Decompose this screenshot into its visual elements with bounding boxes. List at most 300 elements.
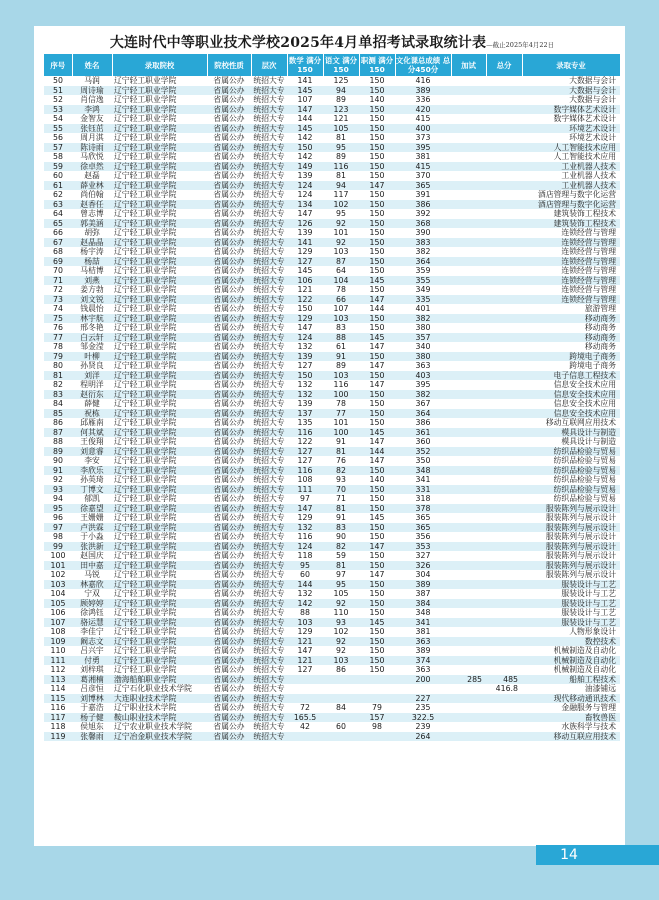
cell-prof: 150 [359,152,395,162]
cell-chinese: 82 [323,542,359,552]
cell-math: 142 [287,133,323,143]
cell-bonus [451,694,486,704]
cell-total: 348 [395,466,451,476]
cell-bonus [451,124,486,134]
cell-level: 统招大专 [251,105,287,115]
cell-nature: 省属公办 [207,580,251,590]
cell-name: 徐鸿钰 [72,608,112,618]
cell-school: 辽宁轻工职业学院 [112,95,207,105]
cell-bonus [451,532,486,542]
cell-total: 364 [395,409,451,419]
cell-math: 116 [287,428,323,438]
cell-math: 132 [287,380,323,390]
cell-chinese: 78 [323,285,359,295]
cell-total: 363 [395,361,451,371]
cell-total: 370 [395,171,451,181]
cell-seq: 62 [44,190,72,200]
cell-chinese: 105 [323,589,359,599]
cell-nature: 省属公办 [207,599,251,609]
cell-name: 刘燕 [72,276,112,286]
header-school: 录取院校 [112,54,207,76]
table-row [44,437,620,447]
cell-prof: 150 [359,504,395,514]
cell-math: 141 [287,238,323,248]
cell-total: 318 [395,494,451,504]
cell-chinese: 81 [323,447,359,457]
cell-total: 416 [395,76,451,86]
cell-math: 122 [287,437,323,447]
cell-chinese: 117 [323,190,359,200]
cell-major: 环境艺术设计 [522,133,620,143]
cell-sum [486,143,522,153]
cell-math: 141 [287,76,323,86]
cell-prof: 150 [359,76,395,86]
cell-bonus [451,399,486,409]
cell-sum [486,418,522,428]
cell-math: 165.5 [287,713,323,723]
cell-math: 121 [287,285,323,295]
cell-prof [359,675,395,685]
table-row [44,76,620,86]
cell-prof: 150 [359,399,395,409]
cell-bonus [451,428,486,438]
cell-math: 142 [287,152,323,162]
cell-sum [486,494,522,504]
cell-seq: 117 [44,713,72,723]
cell-level: 统招大专 [251,162,287,172]
cell-math: 124 [287,190,323,200]
cell-chinese: 81 [323,133,359,143]
cell-nature: 省属公办 [207,466,251,476]
cell-name: 吕彦恒 [72,684,112,694]
cell-prof: 150 [359,114,395,124]
table-row [44,247,620,257]
cell-name: 杨子健 [72,713,112,723]
cell-seq: 114 [44,684,72,694]
cell-nature: 省属公办 [207,209,251,219]
table-row [44,570,620,580]
table-row [44,152,620,162]
cell-major: 纺织品检验与贸易 [522,466,620,476]
cell-sum [486,618,522,628]
cell-school: 辽宁轻工职业学院 [112,352,207,362]
cell-nature: 省属公办 [207,418,251,428]
cell-level: 统招大专 [251,266,287,276]
cell-name: 于小淼 [72,532,112,542]
cell-math: 88 [287,608,323,618]
cell-prof [359,732,395,742]
cell-level: 统招大专 [251,285,287,295]
cell-major: 工业机器人技术 [522,171,620,181]
cell-bonus [451,589,486,599]
table-row [44,504,620,514]
cell-nature: 省属公办 [207,257,251,267]
cell-sum [486,342,522,352]
cell-bonus [451,646,486,656]
cell-sum [486,200,522,210]
table-row [44,124,620,134]
cell-school: 辽宁轻工职业学院 [112,380,207,390]
cell-seq: 111 [44,656,72,666]
cell-chinese: 101 [323,228,359,238]
cell-nature: 省属公办 [207,646,251,656]
cell-prof: 150 [359,228,395,238]
cell-prof: 150 [359,656,395,666]
cell-name: 姜方勃 [72,285,112,295]
cell-school: 辽宁轻工职业学院 [112,228,207,238]
cell-level: 统招大专 [251,371,287,381]
cell-nature: 省属公办 [207,694,251,704]
cell-seq: 60 [44,171,72,181]
cell-total: 356 [395,532,451,542]
cell-total: 327 [395,551,451,561]
cell-sum [486,105,522,115]
cell-bonus [451,722,486,732]
cell-sum [486,171,522,181]
cell-sum [486,608,522,618]
cell-bonus [451,627,486,637]
cell-nature: 省属公办 [207,114,251,124]
cell-total: 363 [395,637,451,647]
cell-seq: 71 [44,276,72,286]
cell-math: 142 [287,599,323,609]
cell-name: 薛健 [72,399,112,409]
page-title: 大连时代中等职业技术学校2025年4月单招考试录取统计表 [109,35,487,51]
cell-name: 程明洋 [72,380,112,390]
cell-bonus [451,209,486,219]
cell-bonus [451,494,486,504]
cell-prof: 150 [359,608,395,618]
cell-level: 统招大专 [251,694,287,704]
cell-math: 60 [287,570,323,580]
cell-bonus [451,371,486,381]
cell-math: 107 [287,95,323,105]
title-row [44,32,620,54]
cell-nature: 省属公办 [207,475,251,485]
cell-level: 统招大专 [251,475,287,485]
cell-bonus [451,219,486,229]
cell-school: 辽宁轻工职业学院 [112,276,207,286]
cell-nature: 省属公办 [207,675,251,685]
table-row [44,732,620,742]
cell-bonus [451,390,486,400]
cell-seq: 86 [44,418,72,428]
cell-sum [486,437,522,447]
cell-chinese: 88 [323,333,359,343]
cell-major: 船舶工程技术 [522,675,620,685]
cell-level: 统招大专 [251,276,287,286]
table-row [44,485,620,495]
cell-nature: 省属公办 [207,323,251,333]
cell-seq: 80 [44,361,72,371]
cell-seq: 110 [44,646,72,656]
table-row [44,418,620,428]
cell-nature: 省属公办 [207,504,251,514]
cell-bonus [451,323,486,333]
table-row [44,295,620,305]
cell-seq: 108 [44,627,72,637]
cell-level: 统招大专 [251,466,287,476]
cell-sum [486,475,522,485]
cell-school: 辽宁职业技术学院 [112,703,207,713]
cell-total: 380 [395,352,451,362]
cell-major: 数字媒体艺术设计 [522,105,620,115]
table-row [44,285,620,295]
cell-school: 辽宁轻工职业学院 [112,361,207,371]
cell-total: 374 [395,656,451,666]
cell-school: 大连职业技术学院 [112,694,207,704]
cell-name: 刘博林 [72,694,112,704]
cell-seq: 101 [44,561,72,571]
cell-total: 367 [395,399,451,409]
cell-chinese: 61 [323,342,359,352]
cell-nature: 省属公办 [207,532,251,542]
cell-nature: 省属公办 [207,200,251,210]
cell-name: 刘文锐 [72,295,112,305]
header-nature: 院校性质 [207,54,251,76]
cell-name: 郭美涵 [72,219,112,229]
cell-prof: 147 [359,361,395,371]
cell-sum [486,542,522,552]
cell-level: 统招大专 [251,200,287,210]
cell-bonus [451,143,486,153]
cell-major: 纺织品检验与贸易 [522,485,620,495]
cell-sum [486,390,522,400]
cell-total: 326 [395,561,451,571]
table-row [44,713,620,723]
cell-prof: 150 [359,190,395,200]
cell-name: 薛业林 [72,181,112,191]
cell-level: 统招大专 [251,713,287,723]
cell-prof: 157 [359,713,395,723]
cell-school: 辽宁轻工职业学院 [112,599,207,609]
cell-math: 150 [287,371,323,381]
cell-school: 辽宁轻工职业学院 [112,618,207,628]
cell-chinese: 81 [323,504,359,514]
cell-school: 辽宁轻工职业学院 [112,627,207,637]
cell-prof: 150 [359,352,395,362]
cell-school: 辽宁轻工职业学院 [112,542,207,552]
cell-level: 统招大专 [251,114,287,124]
cell-seq: 75 [44,314,72,324]
cell-nature: 省属公办 [207,342,251,352]
cell-seq: 89 [44,447,72,457]
cell-chinese: 94 [323,181,359,191]
cell-seq: 90 [44,456,72,466]
cell-math: 137 [287,409,323,419]
cell-prof: 79 [359,703,395,713]
cell-level: 统招大专 [251,599,287,609]
cell-math: 132 [287,523,323,533]
cell-sum [486,209,522,219]
header-chinese: 语文 满分150 [324,56,358,74]
table-row [44,494,620,504]
cell-math: 129 [287,627,323,637]
cell-total: 381 [395,152,451,162]
cell-total: 415 [395,114,451,124]
cell-sum [486,304,522,314]
cell-major: 服装陈列与展示设计 [522,561,620,571]
cell-seq: 64 [44,209,72,219]
cell-name: 周月淇 [72,133,112,143]
table-row [44,637,620,647]
cell-sum [486,456,522,466]
cell-total: 380 [395,323,451,333]
cell-major: 人工智能技术应用 [522,152,620,162]
cell-sum [486,314,522,324]
table-row [44,532,620,542]
cell-seq: 94 [44,494,72,504]
table-row [44,181,620,191]
cell-chinese: 102 [323,200,359,210]
table-row [44,589,620,599]
cell-nature: 省属公办 [207,390,251,400]
cell-major: 数控技术 [522,637,620,647]
cell-nature: 省属公办 [207,399,251,409]
cell-name: 吕兴宇 [72,646,112,656]
cell-nature: 省属公办 [207,513,251,523]
cell-sum [486,646,522,656]
admission-table [44,54,621,741]
cell-school: 辽宁轻工职业学院 [112,551,207,561]
cell-nature: 省属公办 [207,428,251,438]
cell-name: 王姗姗 [72,513,112,523]
cell-name: 顾婷婷 [72,599,112,609]
cell-prof: 150 [359,323,395,333]
cell-bonus [451,380,486,390]
cell-nature: 省属公办 [207,589,251,599]
cell-nature: 省属公办 [207,409,251,419]
cell-bonus [451,656,486,666]
table-row [44,456,620,466]
cell-sum [486,133,522,143]
cell-seq: 84 [44,399,72,409]
cell-seq: 83 [44,390,72,400]
cell-school: 辽宁轻工职业学院 [112,570,207,580]
cell-total: 355 [395,276,451,286]
cell-total: 322.5 [395,713,451,723]
cell-math: 124 [287,181,323,191]
cell-nature: 省属公办 [207,713,251,723]
cell-prof: 147 [359,181,395,191]
cell-seq: 107 [44,618,72,628]
table-row [44,143,620,153]
cell-sum [486,152,522,162]
cell-school: 辽宁轻工职业学院 [112,409,207,419]
cell-math: 97 [287,494,323,504]
cell-school: 辽宁轻工职业学院 [112,314,207,324]
cell-sum [486,599,522,609]
cell-prof: 150 [359,86,395,96]
cell-bonus [451,437,486,447]
cell-school: 辽宁轻工职业学院 [112,608,207,618]
cell-chinese: 91 [323,437,359,447]
cell-level: 统招大专 [251,342,287,352]
cell-math: 147 [287,105,323,115]
table-row [44,228,620,238]
cell-prof: 150 [359,409,395,419]
cell-level: 统招大专 [251,209,287,219]
table-row [44,694,620,704]
cell-chinese: 121 [323,114,359,124]
cell-total: 389 [395,646,451,656]
cell-seq: 98 [44,532,72,542]
cell-seq: 92 [44,475,72,485]
cell-seq: 50 [44,76,72,86]
cell-chinese: 89 [323,152,359,162]
cell-major: 服装陈列与展示设计 [522,542,620,552]
cell-math: 147 [287,323,323,333]
cell-school: 辽宁轻工职业学院 [112,266,207,276]
cell-name: 赵晶晶 [72,238,112,248]
cell-major: 服装陈列与展示设计 [522,504,620,514]
cell-school: 辽宁轻工职业学院 [112,485,207,495]
cell-major: 服装设计与工艺 [522,580,620,590]
cell-level: 统招大专 [251,352,287,362]
cell-prof: 147 [359,295,395,305]
cell-sum [486,722,522,732]
cell-prof: 150 [359,257,395,267]
cell-name: 骆运慧 [72,618,112,628]
cell-school: 辽宁轻工职业学院 [112,247,207,257]
cell-prof: 150 [359,314,395,324]
cell-sum [486,380,522,390]
cell-nature: 省属公办 [207,238,251,248]
cell-sum [486,532,522,542]
cell-seq: 97 [44,523,72,533]
cell-math: 106 [287,276,323,286]
table-row [44,352,620,362]
cell-chinese: 77 [323,409,359,419]
table-row [44,304,620,314]
cell-chinese: 92 [323,238,359,248]
cell-chinese: 104 [323,276,359,286]
cell-nature: 省属公办 [207,656,251,666]
cell-name: 卢洪霖 [72,523,112,533]
cell-seq: 103 [44,580,72,590]
cell-level: 统招大专 [251,86,287,96]
cell-level: 统招大专 [251,608,287,618]
cell-total: 386 [395,418,451,428]
table-row [44,333,620,343]
cell-math: 147 [287,504,323,514]
cell-school: 辽宁轻工职业学院 [112,238,207,248]
cell-school: 辽宁轻工职业学院 [112,162,207,172]
cell-level: 统招大专 [251,76,287,86]
cell-sum [486,181,522,191]
cell-name: 叶柳 [72,352,112,362]
cell-bonus [451,105,486,115]
cell-total: 359 [395,266,451,276]
cell-major: 移动互联网应用技术 [522,418,620,428]
cell-nature: 省属公办 [207,437,251,447]
cell-level: 统招大专 [251,399,287,409]
cell-level: 统招大专 [251,523,287,533]
header-math: 数学 满分150 [288,56,322,74]
cell-math: 144 [287,580,323,590]
table-row [44,171,620,181]
cell-chinese: 84 [323,703,359,713]
cell-school: 辽宁轻工职业学院 [112,466,207,476]
cell-level: 统招大专 [251,703,287,713]
cell-name: 刘洋 [72,371,112,381]
cell-chinese: 91 [323,352,359,362]
cell-seq: 95 [44,504,72,514]
cell-chinese: 76 [323,456,359,466]
cell-sum [486,466,522,476]
cell-nature: 省属公办 [207,219,251,229]
table-row [44,618,620,628]
